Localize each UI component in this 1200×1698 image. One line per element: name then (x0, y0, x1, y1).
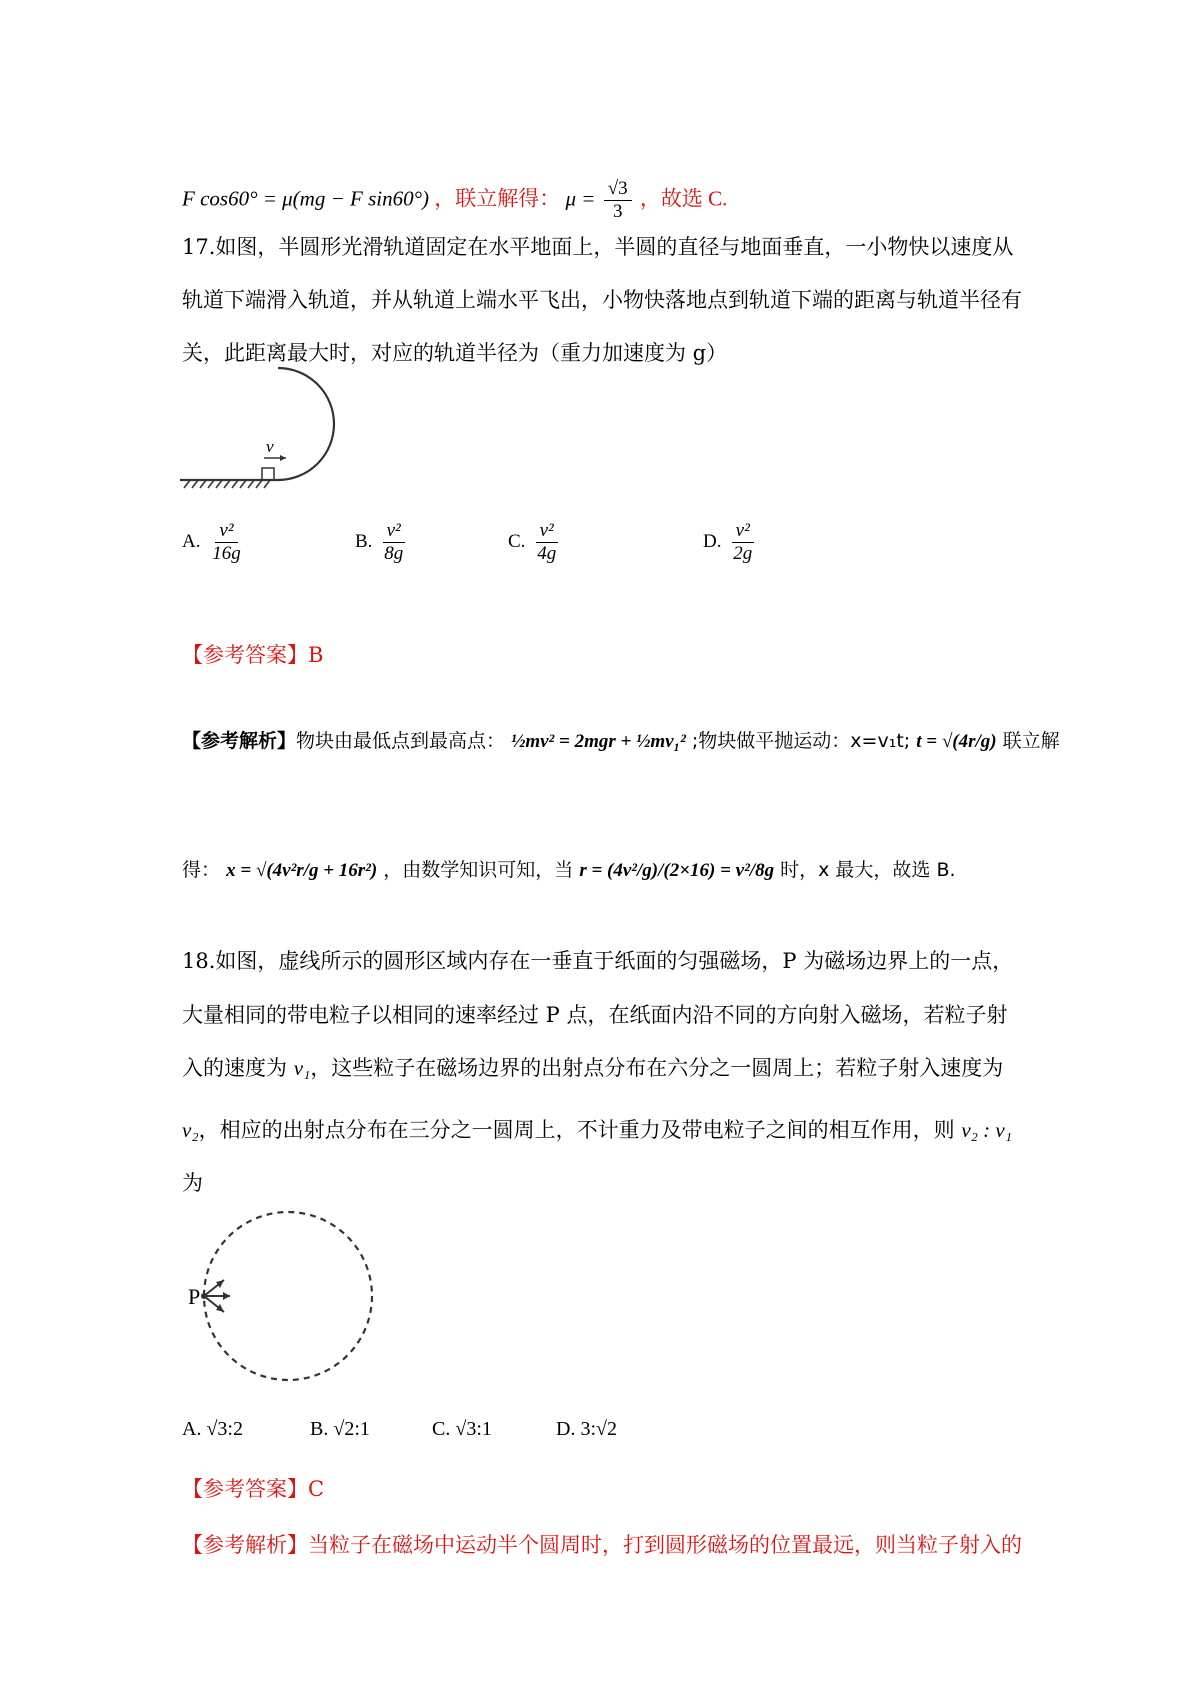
semicircle-track (278, 368, 334, 480)
distance-equation: x = √(4v²r/g + 16r²) (226, 860, 378, 881)
q18-option-c: C. √3:1 (432, 1418, 492, 1440)
q18-line-2: 大量相同的带电粒子以相同的速率经过 P 点，在纸面内沿不同的方向射入磁场，若粒子射 (182, 1003, 1008, 1027)
velocity-label: v (266, 437, 274, 456)
q18-magnetic-field-figure (180, 1200, 390, 1400)
q18-option-d: D. 3:√2 (556, 1418, 617, 1440)
arrow-head-icon (216, 1304, 224, 1312)
energy-equation: ½mv² = 2mgr + ½mv₁² (511, 731, 686, 752)
q18-option-b: B. √2:1 (310, 1418, 370, 1440)
q18-line-4: v₂，相应的出射点分布在三分之一圆周上，不计重力及带电粒子之间的相互作用，则 v₂ : v₁ (182, 1118, 1013, 1142)
ground-hatching (184, 480, 270, 488)
point-p-label: P (188, 1284, 201, 1309)
q18-line-5: 为 (182, 1171, 203, 1195)
q17-line-3: 关，此距离最大时，对应的轨道半径为（重力加速度为 g） (182, 341, 728, 365)
q18-option-a: A. √3:2 (182, 1418, 243, 1440)
q18-analysis-text: 当粒子在磁场中运动半个圆周时，打到圆形磁场的位置最远，则当粒子射入的 (308, 1533, 1022, 1557)
q18-line-3: 入的速度为 v₁，这些粒子在磁场边界的出射点分布在六分之一圆周上；若粒子射入速度为 (182, 1056, 1004, 1080)
mu-denominator: 3 (612, 201, 623, 222)
arrow-head-icon (223, 1292, 230, 1300)
q18-analysis-label: 【参考解析】 (182, 1533, 308, 1557)
q18-line-1: 18.如图，虚线所示的圆形区域内存在一垂直于纸面的匀强磁场，P 为磁场边界上的一点， (182, 949, 1014, 973)
q17-analysis-line-2: 得： x = √(4v²r/g + 16r²) ，由数学知识可知，当 r = (4v²/g)/(2×16) = v²/8g 时，x 最大，故选 B. (182, 859, 956, 881)
mu-numerator: √3 (604, 178, 632, 201)
block (262, 468, 274, 480)
q17-option-a: A. $\frac{\text{v²}}{16g}$ (182, 520, 241, 564)
mu-fraction (604, 178, 632, 223)
q17-option-d: D. $\frac{\text{v²}}{2g}$ (703, 520, 753, 564)
top-formula-line (182, 178, 727, 223)
q17-analysis-line-1: 【参考解析】物块由最低点到最高点： ½mv² = 2mgr + ½mv₁² ;物块做平抛运动：x=v₁t; t = √(4r/g) 联立解 (182, 730, 1060, 752)
q18-answer: 【参考答案】C (182, 1477, 325, 1501)
q17-answer: 【参考答案】B (182, 643, 324, 667)
analysis-label: 【参考解析】 (182, 730, 297, 752)
q17-option-c: C. $\frac{\text{v²}}{4g}$ (508, 520, 557, 564)
joined-text: ，联立解得： (434, 186, 561, 211)
radius-equation: r = (4v²/g)/(2×16) = v²/8g (579, 860, 775, 881)
q17-option-b: B. $\frac{\text{v²}}{8g}$ (355, 520, 404, 564)
q17-line-1: 17.如图，半圆形光滑轨道固定在水平地面上，半圆的直径与地面垂直，一小物快以速度从 (182, 235, 1014, 259)
arrow-head-icon (280, 455, 286, 461)
arrow-head-icon (216, 1280, 224, 1288)
q18-analysis (182, 1530, 1022, 1560)
conclusion-text: ，故选 C. (639, 186, 728, 211)
mu-lhs: μ = (565, 186, 596, 211)
q17-track-figure (180, 360, 370, 500)
q17-line-2: 轨道下端滑入轨道，并从轨道上端水平飞出，小物快落地点到轨道下端的距离与轨道半径有 (182, 288, 1022, 312)
force-equation: F cos60° = μ(mg − F sin60°) (182, 186, 429, 211)
time-equation: t = √(4r/g) (916, 731, 997, 752)
